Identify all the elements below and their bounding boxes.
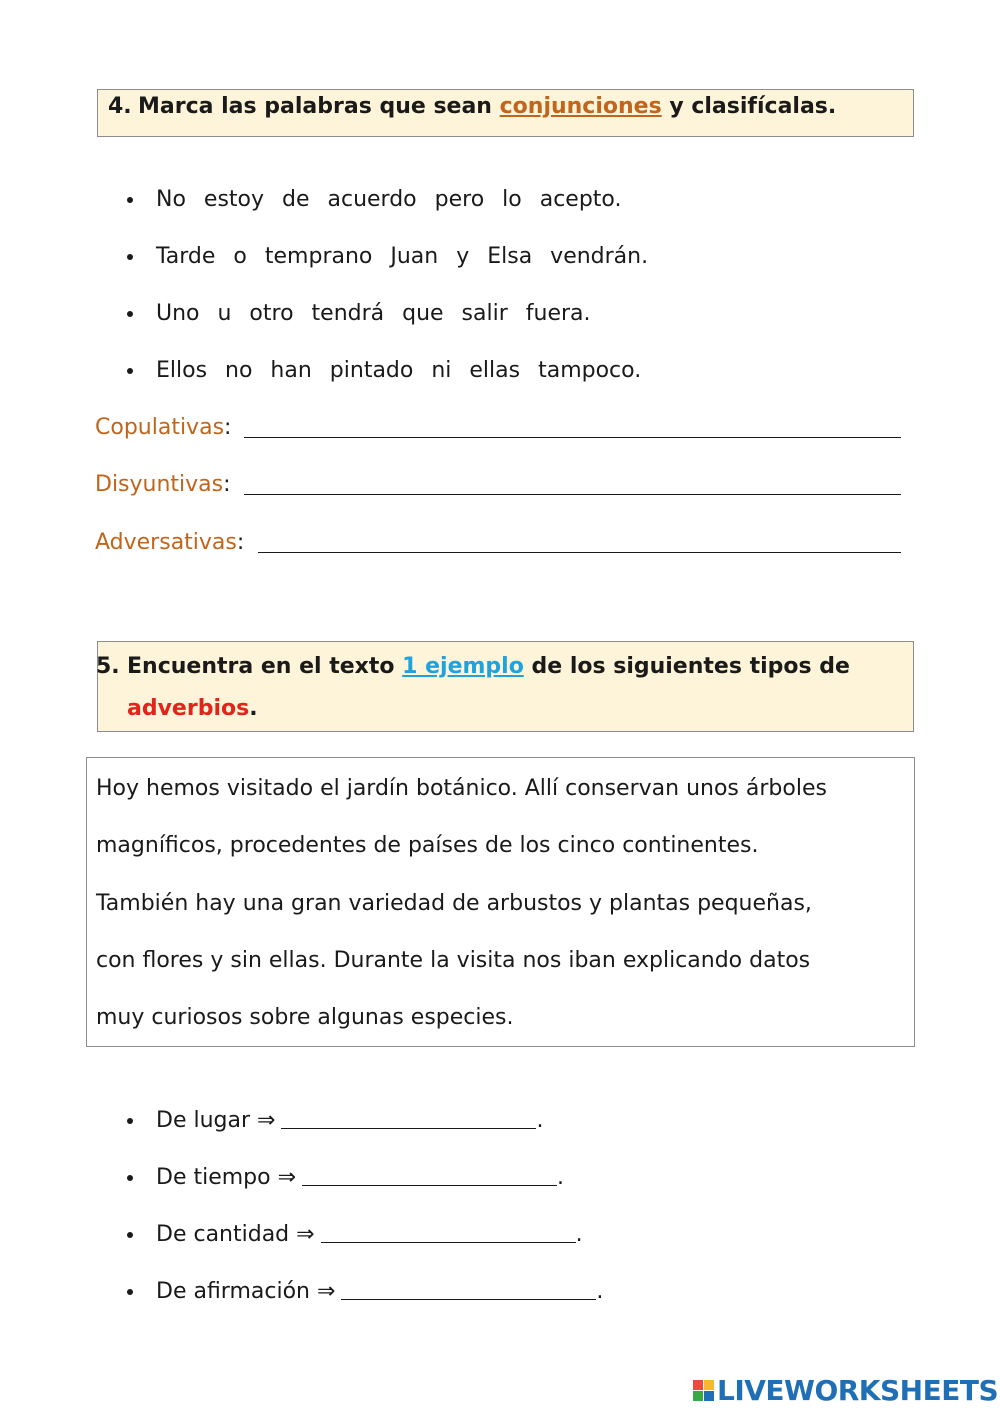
passage-line: También hay una gran variedad de arbustos y plantas pequeñas, <box>96 890 812 916</box>
colon: : <box>224 415 232 440</box>
period: . <box>536 1108 544 1133</box>
passage-line: con flores y sin ellas. Durante la visita nos iban explicando datos <box>96 947 811 973</box>
passage-line: muy curiosos sobre algunas especies. <box>96 1005 514 1031</box>
task-text-end: y clasifícalas. <box>661 94 837 119</box>
passage-line: magníficos, procedentes de países de los cinco continentes. <box>96 833 759 859</box>
sentence-text[interactable]: Tarde o temprano Juan y Elsa vendrán. <box>156 244 649 269</box>
adversativas-answer-field[interactable] <box>258 552 901 553</box>
logo-square <box>704 1380 714 1390</box>
liveworksheets-logo[interactable] <box>693 1373 998 1407</box>
logo-square <box>693 1380 703 1390</box>
conjunciones-link[interactable]: conjunciones <box>499 94 662 119</box>
logo-square <box>693 1391 703 1401</box>
adverb-type-label: De tiempo ⇒ <box>156 1165 297 1190</box>
task-number: 5. <box>96 654 120 679</box>
bullet-icon <box>127 1175 133 1181</box>
task-text: Encuentra en el texto <box>127 654 403 679</box>
task-text-block <box>127 646 907 730</box>
reading-passage <box>86 757 915 1047</box>
disyuntivas-row <box>95 470 901 500</box>
period: . <box>596 1279 604 1304</box>
bullet-icon <box>127 254 133 260</box>
copulativas-label: Copulativas <box>95 415 225 440</box>
task-text-middle: de los siguientes tipos de <box>523 654 850 679</box>
disyuntivas-answer-field[interactable] <box>244 494 901 495</box>
adversativas-row <box>95 528 901 558</box>
task-text-end: . <box>249 696 258 721</box>
bullet-icon <box>127 1289 133 1295</box>
logo-square <box>704 1391 714 1401</box>
task-number: 4. <box>108 94 132 119</box>
task-5-header <box>97 641 914 732</box>
copulativas-row <box>95 413 901 443</box>
colon: : <box>236 530 245 555</box>
bullet-icon <box>127 311 133 317</box>
passage-line: Hoy hemos visitado el jardín botánico. Allí conservan unos árboles <box>96 776 827 801</box>
bullet-icon <box>127 1232 133 1238</box>
disyuntivas-label: Disyuntivas <box>95 472 224 497</box>
bullet-icon <box>127 1118 133 1124</box>
sentence-text[interactable]: No estoy de acuerdo pero lo acepto. <box>156 187 622 212</box>
adverbios-word: adverbios <box>127 696 250 721</box>
afirmacion-answer-field[interactable] <box>341 1279 596 1300</box>
adverb-type-label: De cantidad ⇒ <box>156 1222 315 1247</box>
bullet-icon <box>127 197 133 203</box>
bullet-icon <box>127 368 133 374</box>
adverb-type-label: De lugar ⇒ <box>156 1108 276 1133</box>
copulativas-answer-field[interactable] <box>244 437 901 438</box>
adversativas-label: Adversativas <box>95 530 237 555</box>
colon: : <box>223 472 231 497</box>
lugar-answer-field[interactable] <box>281 1108 536 1129</box>
tiempo-answer-field[interactable] <box>302 1165 557 1186</box>
ejemplo-link[interactable]: 1 ejemplo <box>402 654 524 679</box>
sentence-text[interactable]: Uno u otro tendrá que salir fuera. <box>156 301 591 326</box>
task-text: Marca las palabras que sean <box>138 94 500 119</box>
task-4-header <box>97 89 914 137</box>
logo-text: LIVEWORKSHEETS <box>717 1373 999 1407</box>
period: . <box>557 1165 565 1190</box>
cantidad-answer-field[interactable] <box>321 1222 576 1243</box>
adverb-type-label: De afirmación ⇒ <box>156 1279 336 1304</box>
logo-grid-icon <box>693 1380 714 1401</box>
period: . <box>575 1222 583 1247</box>
sentence-text[interactable]: Ellos no han pintado ni ellas tampoco. <box>156 358 642 383</box>
